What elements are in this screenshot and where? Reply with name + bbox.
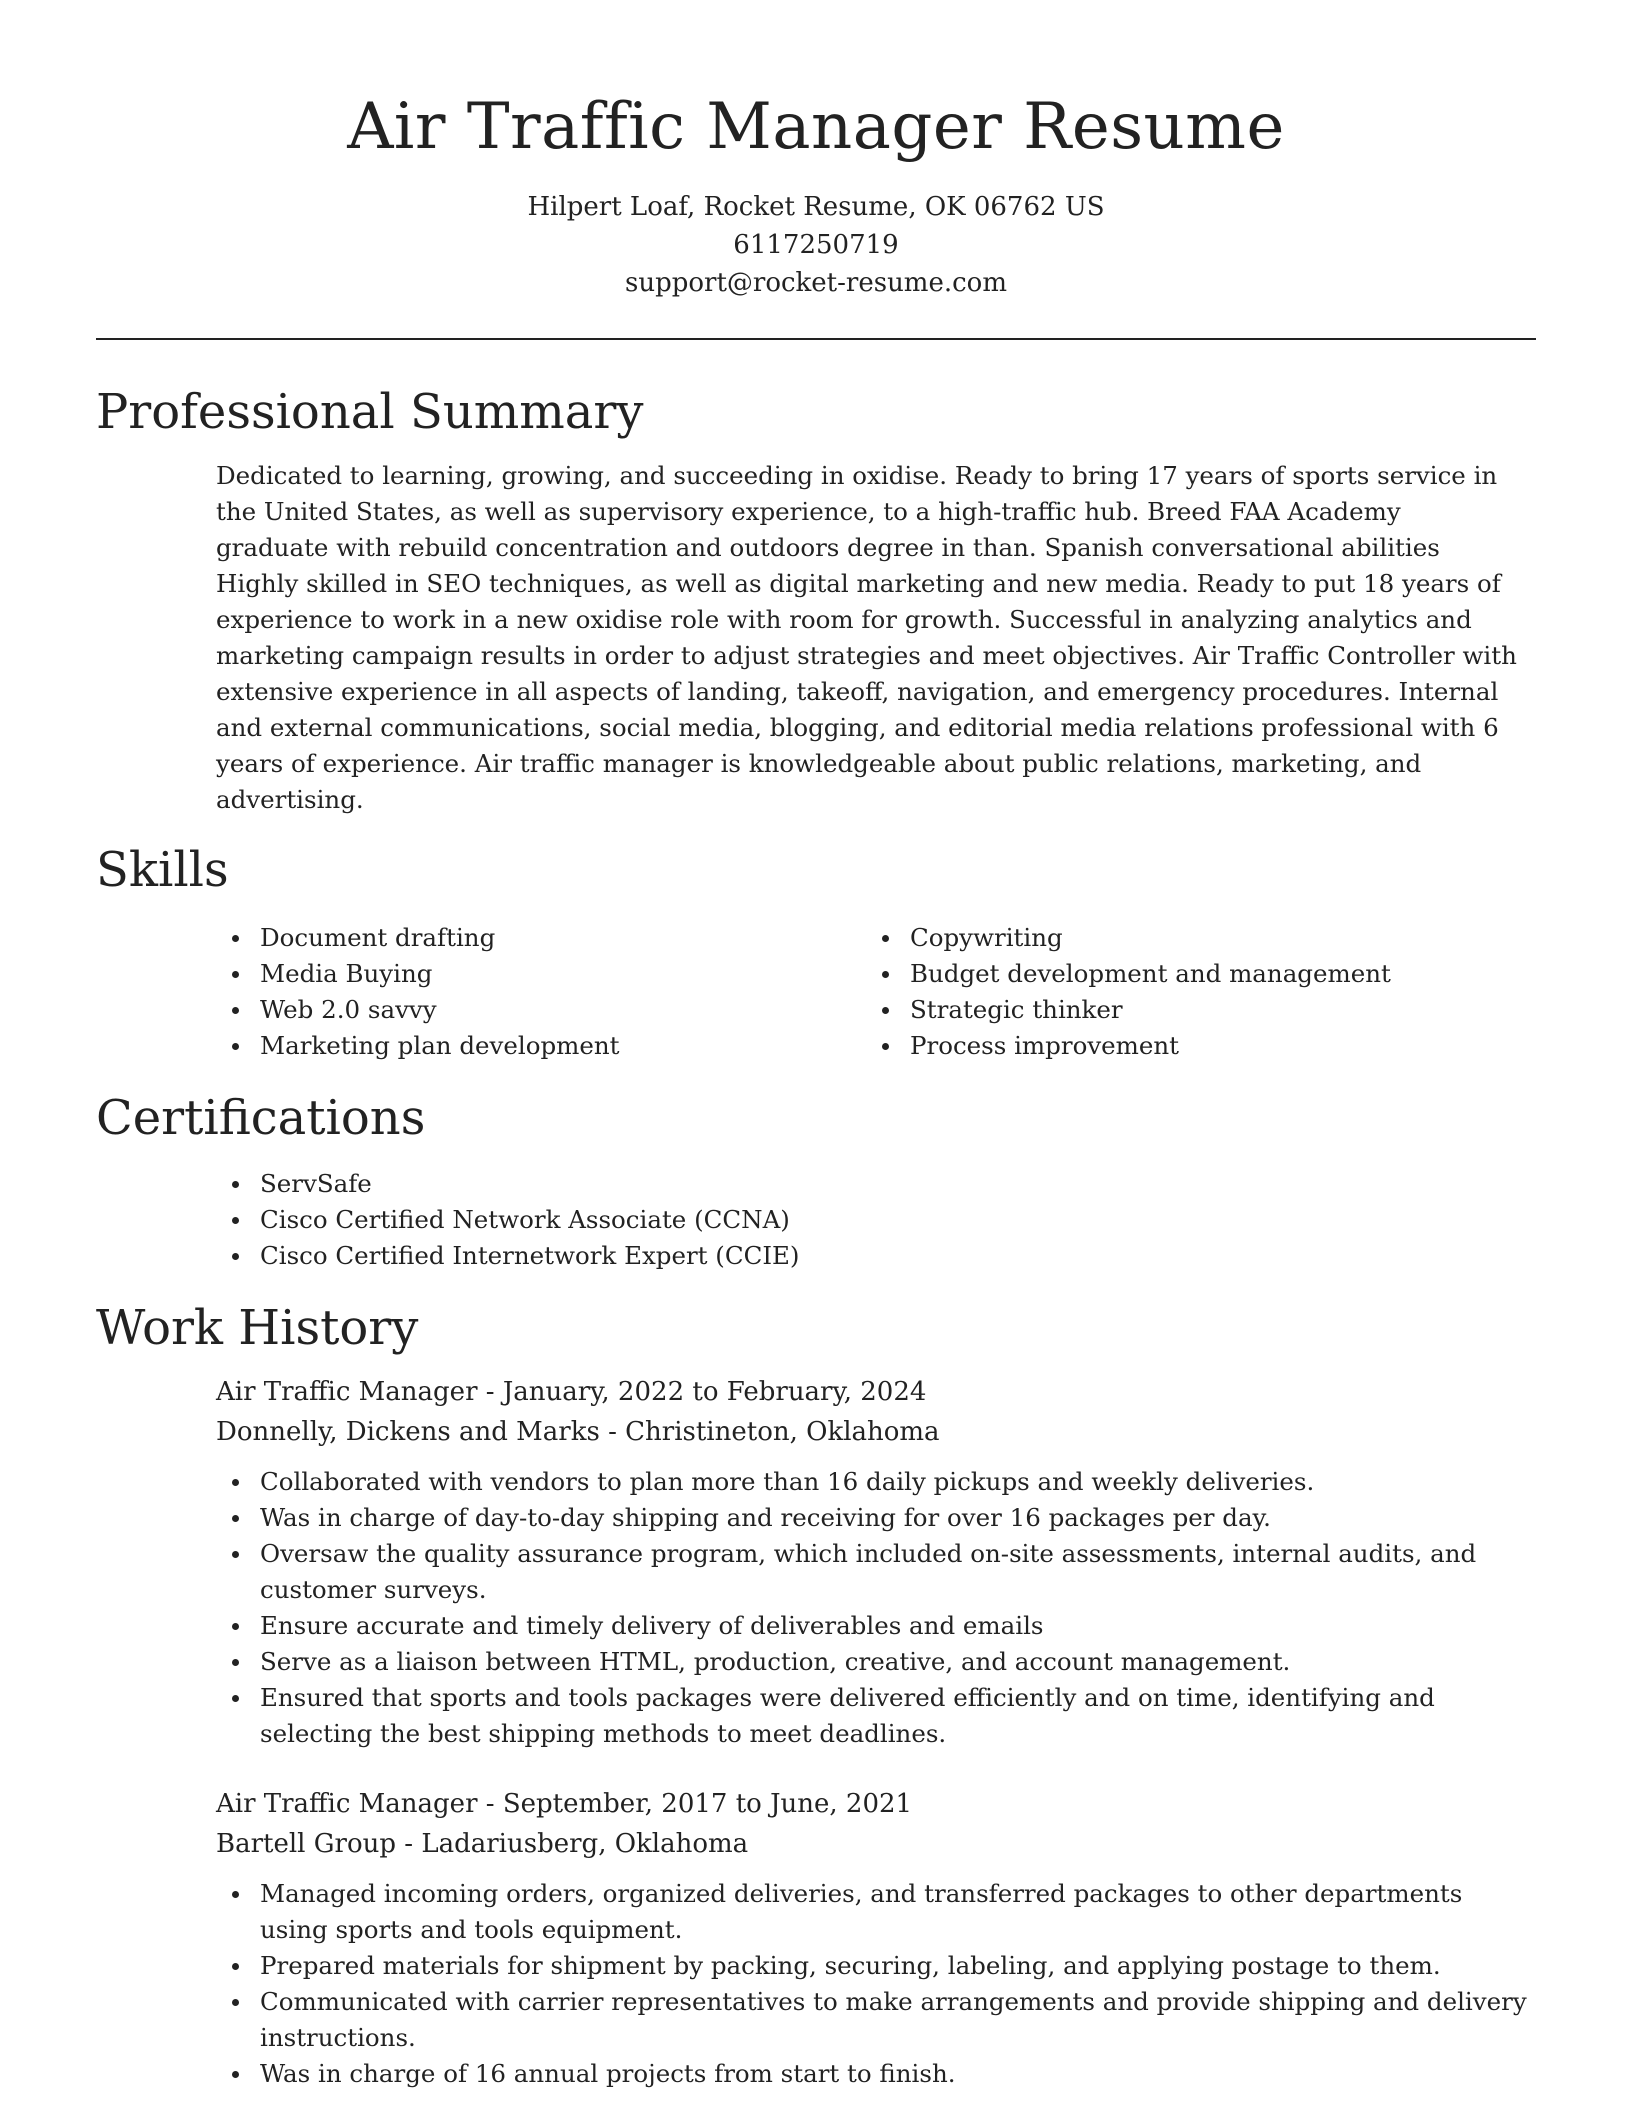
skills-list-left bbox=[216, 920, 866, 1064]
certifications-section bbox=[96, 1086, 1536, 1274]
skill-item: Marketing plan development bbox=[216, 1028, 866, 1064]
job-title-line bbox=[216, 1372, 1536, 1412]
contact-phone: 6117250719 bbox=[733, 230, 899, 260]
certification-item: Cisco Certified Network Associate (CCNA) bbox=[216, 1202, 1536, 1238]
header-divider bbox=[96, 338, 1536, 340]
job-duty: Collaborated with vendors to plan more than 16 daily pickups and weekly deliveries. bbox=[216, 1464, 1536, 1500]
job-company-line bbox=[216, 1412, 1536, 1452]
job-entry bbox=[216, 1372, 1536, 1752]
job-duty: Ensured that sports and tools packages were delivered efficiently and on time, identifying and selecting the best shipping methods to meet deadlines. bbox=[216, 1680, 1536, 1752]
skill-item: Document drafting bbox=[216, 920, 866, 956]
summary-section bbox=[96, 380, 1536, 818]
contact-email: support@rocket-resume.com bbox=[624, 268, 1007, 298]
job-duty: Managed incoming orders, organized deliveries, and transferred packages to other departments using sports and tools equipment. bbox=[216, 1876, 1536, 1948]
job-entry bbox=[216, 1784, 1536, 2092]
job-duties-list bbox=[216, 1876, 1536, 2092]
job-company-line bbox=[216, 1824, 1536, 1864]
skill-item: Budget development and management bbox=[866, 956, 1516, 992]
job-separator: - bbox=[608, 1417, 626, 1447]
job-duty: Ensure accurate and timely delivery of deliverables and emails bbox=[216, 1608, 1536, 1644]
job-duties-list bbox=[216, 1464, 1536, 1752]
job-separator: - bbox=[485, 1789, 503, 1819]
skills-list-right bbox=[866, 920, 1516, 1064]
job-location: Ladariusberg, Oklahoma bbox=[421, 1829, 749, 1859]
job-duty: Was in charge of 16 annual projects from start to finish. bbox=[216, 2056, 1536, 2092]
skills-section bbox=[96, 838, 1536, 1064]
job-dates: September, 2017 to June, 2021 bbox=[502, 1789, 913, 1819]
contact-info bbox=[0, 188, 1632, 302]
certifications-list bbox=[216, 1166, 1536, 1274]
job-company: Bartell Group bbox=[216, 1829, 397, 1859]
job-duty: Communicated with carrier representatives to make arrangements and provide shipping and delivery instructions. bbox=[216, 1984, 1536, 2056]
skill-item: Media Buying bbox=[216, 956, 866, 992]
summary-text: Dedicated to learning, growing, and succeeding in oxidise. Ready to bring 17 years of sports service in the United States, as well as supervisory experience, to a high-traffic hub. Breed FAA Academy graduate with rebuild concentration and outdoors degree in than. Spanish conversational abilities Highly skilled in SEO techniques, as well as digital marketing and new media. Ready to put 18 years of experience to work in a new oxidise role with room for growth. Successful in analyzing analytics and marketing campaign results in order to adjust strategies and meet objectives. Air Traffic Controller with extensive experience in all aspects of landing, takeoff, navigation, and emergency procedures. Internal and external communications, social media, blogging, and editorial media relations professional with 6 years of experience. Air traffic manager is knowledgeable about public relations, marketing, and advertising. bbox=[216, 461, 1517, 814]
summary-heading: Professional Summary bbox=[96, 384, 644, 440]
job-title: Air Traffic Manager bbox=[216, 1789, 478, 1819]
contact-address: Hilpert Loaf, Rocket Resume, OK 06762 US bbox=[527, 192, 1105, 222]
resume-title: Air Traffic Manager Resume bbox=[347, 90, 1285, 164]
job-duty: Serve as a liaison between HTML, production, creative, and account management. bbox=[216, 1644, 1536, 1680]
skills-heading: Skills bbox=[96, 842, 229, 898]
job-duty: Was in charge of day-to-day shipping and receiving for over 16 packages per day. bbox=[216, 1500, 1536, 1536]
certifications-heading: Certifications bbox=[96, 1090, 426, 1146]
job-dates: January, 2022 to February, 2024 bbox=[502, 1377, 927, 1407]
job-duty: Prepared materials for shipment by packing, securing, labeling, and applying postage to them. bbox=[216, 1948, 1536, 1984]
job-duty: Oversaw the quality assurance program, which included on-site assessments, internal audits, and customer surveys. bbox=[216, 1536, 1536, 1608]
skill-item: Web 2.0 savvy bbox=[216, 992, 866, 1028]
job-company: Donnelly, Dickens and Marks bbox=[216, 1417, 600, 1447]
job-title-line bbox=[216, 1784, 1536, 1824]
resume-header bbox=[0, 0, 1632, 302]
certification-item: Cisco Certified Internetwork Expert (CCIE) bbox=[216, 1238, 1536, 1274]
work-history-section bbox=[96, 1296, 1536, 2092]
job-separator: - bbox=[485, 1377, 503, 1407]
skill-item: Strategic thinker bbox=[866, 992, 1516, 1028]
skill-item: Copywriting bbox=[866, 920, 1516, 956]
job-location: Christineton, Oklahoma bbox=[625, 1417, 940, 1447]
skill-item: Process improvement bbox=[866, 1028, 1516, 1064]
certification-item: ServSafe bbox=[216, 1166, 1536, 1202]
job-title: Air Traffic Manager bbox=[216, 1377, 478, 1407]
skills-grid bbox=[216, 920, 1536, 1064]
work-history-heading: Work History bbox=[96, 1300, 419, 1356]
job-separator: - bbox=[404, 1829, 422, 1859]
